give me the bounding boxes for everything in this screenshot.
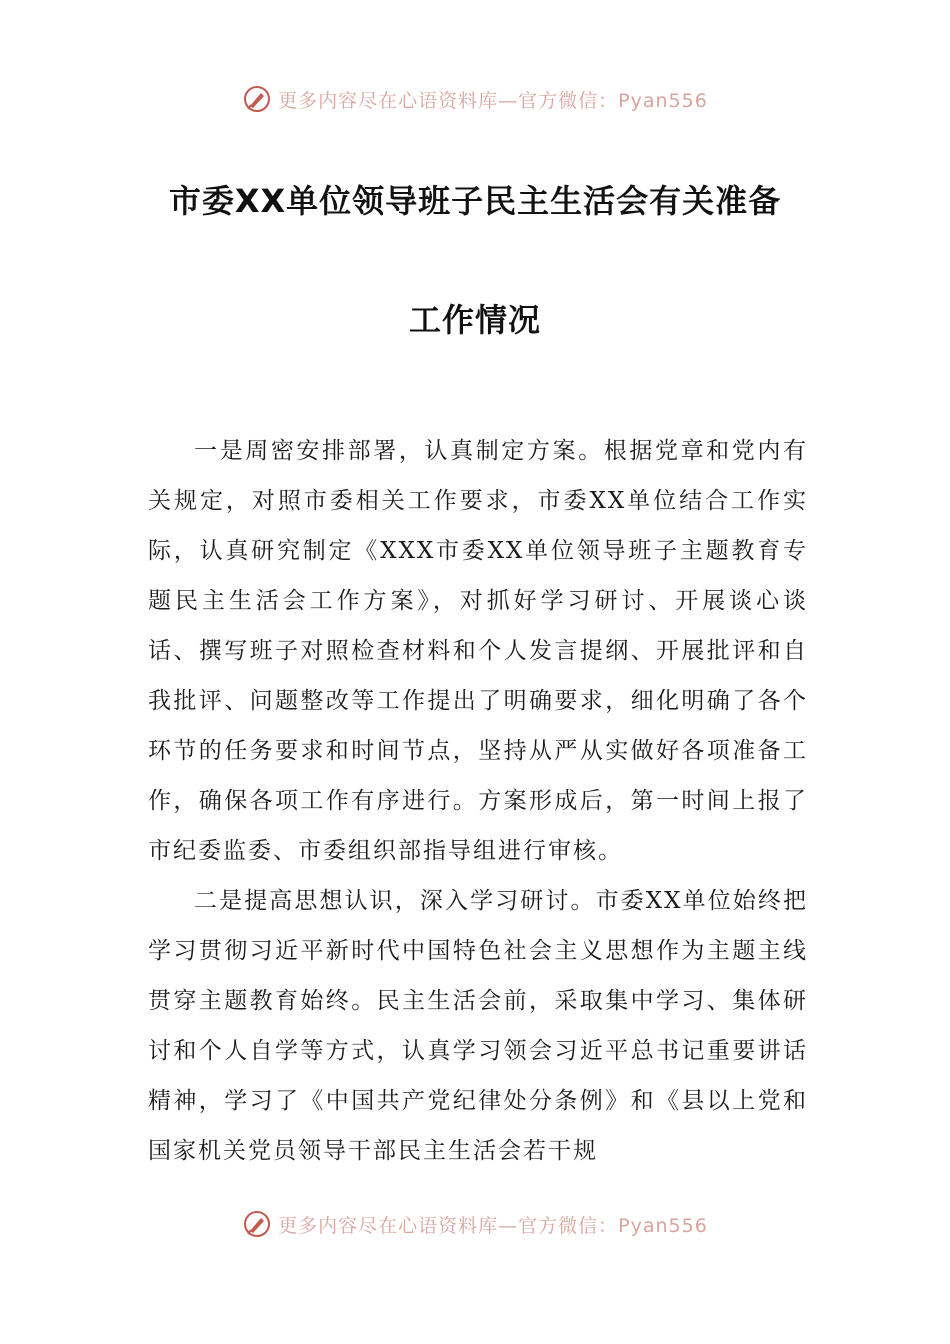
document-title-line1: 市委XX单位领导班子民主生活会有关准备 xyxy=(168,182,782,220)
paragraph: 一是周密安排部署，认真制定方案。根据党章和党内有关规定，对照市委相关工作要求，市委XX单位结合工作实际，认真研究制定《XXX市委XX单位领导班子主题教育专题民主生活会工作方案》，对抓好学习研讨、开展谈心谈话、撰写班子对照检查材料和个人发言提纲、开展批评和自我批评、问题整改等工作提出了明确要求，细化明确了各个环节的任务要求和时间节点，坚持从严从实做好各项准备工作，确保各项工作有序进行。方案形成后，第一时间上报了市纪委监委、市委组织部指导组进行审核。 xyxy=(148,438,808,864)
watermark-text: 更多内容尽在心语资料库—官方微信：Pyan556 xyxy=(278,1214,708,1237)
watermark-wechat-id: Pyan556 xyxy=(618,89,708,112)
pen-nib-icon xyxy=(242,84,272,114)
document-title-line2: 工作情况 xyxy=(408,301,541,339)
document-body xyxy=(148,426,808,1176)
footer-watermark xyxy=(0,1209,950,1239)
watermark-wechat-id: Pyan556 xyxy=(618,1214,708,1237)
pen-nib-icon xyxy=(242,1209,272,1239)
watermark-text: 更多内容尽在心语资料库—官方微信：Pyan556 xyxy=(278,89,708,112)
paragraph: 二是提高思想认识，深入学习研讨。市委XX单位始终把学习贯彻习近平新时代中国特色社会主义思想作为主题主线贯穿主题教育始终。民主生活会前，采取集中学习、集体研讨和个人自学等方式，认真学习领会习近平总书记重要讲话精神，学习了《中国共产党纪律处分条例》和《县以上党和国家机关党员领导干部民主生活会若干规 xyxy=(148,888,808,1164)
header-watermark xyxy=(0,84,950,114)
